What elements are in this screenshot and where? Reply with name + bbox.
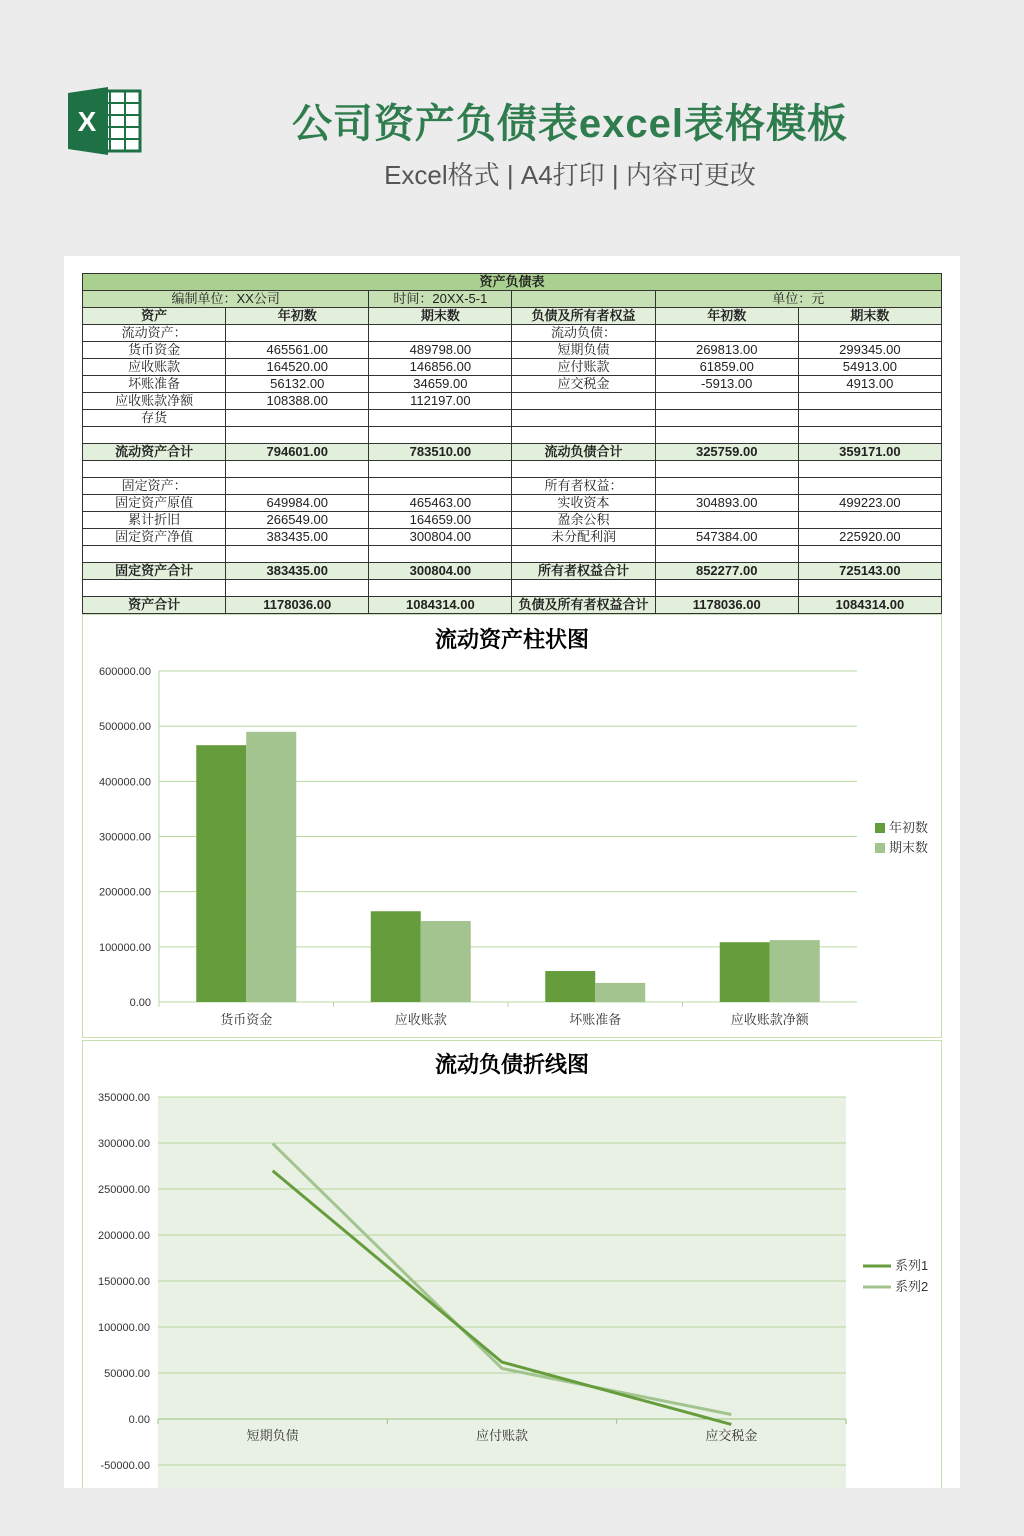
table-row-cell: 108388.00 xyxy=(226,393,369,410)
table-row-cell: 61859.00 xyxy=(655,359,798,376)
table-row-cell xyxy=(798,325,941,342)
y-tick-label: 100000.00 xyxy=(99,941,151,954)
y-tick-label: 250000.00 xyxy=(98,1184,150,1196)
table-row-cell: 300804.00 xyxy=(369,529,512,546)
fixed-total-row-cell: 852277.00 xyxy=(655,563,798,580)
table-row-cell: 164659.00 xyxy=(369,512,512,529)
legend-swatch xyxy=(875,843,885,853)
line-chart-svg xyxy=(83,1041,941,1488)
page-title: 公司资产负债表excel表格模板 xyxy=(291,102,849,146)
bar-begin xyxy=(371,911,421,1002)
y-tick-label: 200000.00 xyxy=(99,886,151,899)
table-row-cell: 225920.00 xyxy=(798,529,941,546)
table-row-cell: 383435.00 xyxy=(226,529,369,546)
y-tick-label: 100000.00 xyxy=(98,1322,150,1334)
table-row-cell: 固定资产原值 xyxy=(83,495,226,512)
fixed-total-row-cell: 300804.00 xyxy=(369,563,512,580)
grand-total-row-cell: 1178036.00 xyxy=(655,597,798,614)
current-total-row-cell: 325759.00 xyxy=(655,444,798,461)
table-row-cell xyxy=(798,512,941,529)
current-total-row xyxy=(83,444,942,461)
table-row-cell: 累计折旧 xyxy=(83,512,226,529)
unit-cell: 单位：元 xyxy=(655,291,941,308)
grand-total-row-cell: 1084314.00 xyxy=(798,597,941,614)
blank-cell xyxy=(512,291,655,308)
current-liabilities-line-chart xyxy=(82,1040,942,1488)
table-row-cell: 299345.00 xyxy=(798,342,941,359)
bar-end xyxy=(595,983,645,1002)
page-subtitle: Excel格式 | A4打印 | 内容可更改 xyxy=(384,160,756,190)
x-tick-label: 应收账款 xyxy=(394,1012,447,1027)
table-row xyxy=(83,359,942,376)
spacer-row xyxy=(83,427,942,444)
table-row-cell xyxy=(798,410,941,427)
column-header-row-cell: 资产 xyxy=(83,308,226,325)
y-tick-label: 600000.00 xyxy=(99,666,151,678)
fixed-total-row-cell: 所有者权益合计 xyxy=(512,563,655,580)
table-row-cell: 304893.00 xyxy=(655,495,798,512)
column-header-row-cell: 期末数 xyxy=(798,308,941,325)
table-row-cell: 所有者权益： xyxy=(512,478,655,495)
table-row xyxy=(83,410,942,427)
y-tick-label: 50000.00 xyxy=(104,1368,150,1380)
table-row-cell xyxy=(655,325,798,342)
table-row-cell: 266549.00 xyxy=(226,512,369,529)
table-row-cell: 短期负债 xyxy=(512,342,655,359)
table-row-cell: 465561.00 xyxy=(226,342,369,359)
page-header xyxy=(0,0,1024,250)
table-row-cell: 465463.00 xyxy=(369,495,512,512)
spacer-row xyxy=(83,461,942,478)
table-row-cell: 流动资产： xyxy=(83,325,226,342)
legend-label: 系列1 xyxy=(895,1258,929,1273)
y-tick-label: 350000.00 xyxy=(98,1092,150,1104)
current-total-row-cell: 794601.00 xyxy=(226,444,369,461)
column-header-row-cell: 负债及所有者权益 xyxy=(512,308,655,325)
spreadsheet-preview xyxy=(64,256,960,1488)
chart-title: 流动负债折线图 xyxy=(434,1052,590,1077)
bar-begin xyxy=(196,745,246,1002)
legend-swatch xyxy=(875,823,885,833)
table-row-cell xyxy=(512,410,655,427)
bar-end xyxy=(246,732,296,1002)
table-row-cell xyxy=(655,478,798,495)
table-row-cell: 4913.00 xyxy=(798,376,941,393)
table-row xyxy=(83,529,942,546)
table-row-cell: 固定资产净值 xyxy=(83,529,226,546)
x-tick-label: 坏账准备 xyxy=(569,1012,622,1027)
table-row xyxy=(83,376,942,393)
table-row-cell: 坏账准备 xyxy=(83,376,226,393)
y-tick-label: 200000.00 xyxy=(98,1230,150,1242)
org-cell: 编制单位：XX公司 xyxy=(83,291,369,308)
legend-label: 期末数 xyxy=(889,840,929,855)
table-row-cell: 实收资本 xyxy=(512,495,655,512)
table-row-cell: 34659.00 xyxy=(369,376,512,393)
fixed-total-row-cell: 固定资产合计 xyxy=(83,563,226,580)
table-row xyxy=(83,393,942,410)
table-row-cell: 货币资金 xyxy=(83,342,226,359)
x-tick-label: 应收账款净额 xyxy=(730,1012,809,1027)
bar-end xyxy=(770,940,820,1002)
y-tick-label: 500000.00 xyxy=(99,721,151,734)
table-row-cell: 存货 xyxy=(83,410,226,427)
column-header-row xyxy=(83,308,942,325)
table-row-cell: 应交税金 xyxy=(512,376,655,393)
y-tick-label: 300000.00 xyxy=(98,1138,150,1150)
y-tick-label: -50000.00 xyxy=(100,1460,150,1472)
legend-label: 年初数 xyxy=(889,820,929,835)
table-row-cell: 649984.00 xyxy=(226,495,369,512)
table-row xyxy=(83,478,942,495)
fixed-total-row-cell: 725143.00 xyxy=(798,563,941,580)
table-row-cell xyxy=(655,393,798,410)
table-row-cell xyxy=(512,393,655,410)
chart-title: 流动资产柱状图 xyxy=(434,627,590,652)
y-tick-label: 0.00 xyxy=(128,1414,150,1426)
table-row-cell xyxy=(369,325,512,342)
date-cell: 时间：20XX-5-1 xyxy=(369,291,512,308)
grand-total-row-cell: 负债及所有者权益合计 xyxy=(512,597,655,614)
table-row-cell: 112197.00 xyxy=(369,393,512,410)
balance-sheet-table xyxy=(82,273,942,614)
excel-logo-icon xyxy=(66,85,144,157)
grand-total-row-cell: 资产合计 xyxy=(83,597,226,614)
table-row-cell: 269813.00 xyxy=(655,342,798,359)
table-row-cell: 盈余公积 xyxy=(512,512,655,529)
table-row-cell xyxy=(369,410,512,427)
table-row-cell xyxy=(798,478,941,495)
grand-total-row-cell: 1084314.00 xyxy=(369,597,512,614)
table-row xyxy=(83,325,942,342)
table-row-cell: 应付账款 xyxy=(512,359,655,376)
column-header-row-cell: 年初数 xyxy=(655,308,798,325)
bar-chart-svg xyxy=(83,615,941,1037)
table-row-cell: 未分配利润 xyxy=(512,529,655,546)
table-row xyxy=(83,512,942,529)
x-tick-label: 货币资金 xyxy=(220,1012,273,1027)
current-total-row-cell: 流动资产合计 xyxy=(83,444,226,461)
grand-total-row-cell: 1178036.00 xyxy=(226,597,369,614)
spacer-row xyxy=(83,546,942,563)
sheet-title: 资产负债表 xyxy=(83,274,942,291)
current-total-row-cell: 359171.00 xyxy=(798,444,941,461)
grand-total-row xyxy=(83,597,942,614)
y-tick-label: 150000.00 xyxy=(98,1276,150,1288)
table-row-cell: 应收账款净额 xyxy=(83,393,226,410)
table-row-cell: 应收账款 xyxy=(83,359,226,376)
current-total-row-cell: 783510.00 xyxy=(369,444,512,461)
column-header-row-cell: 年初数 xyxy=(226,308,369,325)
table-row-cell: -5913.00 xyxy=(655,376,798,393)
y-tick-label: 0.00 xyxy=(129,997,151,1009)
column-header-row-cell: 期末数 xyxy=(369,308,512,325)
table-row-cell xyxy=(369,478,512,495)
bar-begin xyxy=(545,971,595,1002)
fixed-total-row xyxy=(83,563,942,580)
current-total-row-cell: 流动负债合计 xyxy=(512,444,655,461)
y-tick-label: 300000.00 xyxy=(99,831,151,844)
x-tick-label: 应付账款 xyxy=(475,1428,529,1443)
x-tick-label: 应交税金 xyxy=(705,1428,758,1443)
table-row-cell xyxy=(655,410,798,427)
table-row-cell: 56132.00 xyxy=(226,376,369,393)
table-row-cell: 54913.00 xyxy=(798,359,941,376)
table-row-cell: 499223.00 xyxy=(798,495,941,512)
legend-label: 系列2 xyxy=(895,1279,929,1294)
x-tick-label: 短期负债 xyxy=(246,1428,299,1443)
table-row-cell xyxy=(226,478,369,495)
table-row-cell: 164520.00 xyxy=(226,359,369,376)
table-row-cell xyxy=(655,512,798,529)
logo-letter: X xyxy=(77,106,97,137)
table-row-cell xyxy=(226,410,369,427)
table-row xyxy=(83,495,942,512)
table-row-cell: 146856.00 xyxy=(369,359,512,376)
table-row-cell: 547384.00 xyxy=(655,529,798,546)
current-assets-bar-chart xyxy=(82,614,942,1038)
y-tick-label: 400000.00 xyxy=(99,776,151,789)
fixed-total-row-cell: 383435.00 xyxy=(226,563,369,580)
table-row xyxy=(83,342,942,359)
table-row-cell: 流动负债： xyxy=(512,325,655,342)
table-row-cell xyxy=(226,325,369,342)
bar-end xyxy=(421,921,471,1002)
table-row-cell: 固定资产： xyxy=(83,478,226,495)
bar-begin xyxy=(720,942,770,1002)
table-row-cell xyxy=(798,393,941,410)
table-row-cell: 489798.00 xyxy=(369,342,512,359)
spacer-row xyxy=(83,580,942,597)
